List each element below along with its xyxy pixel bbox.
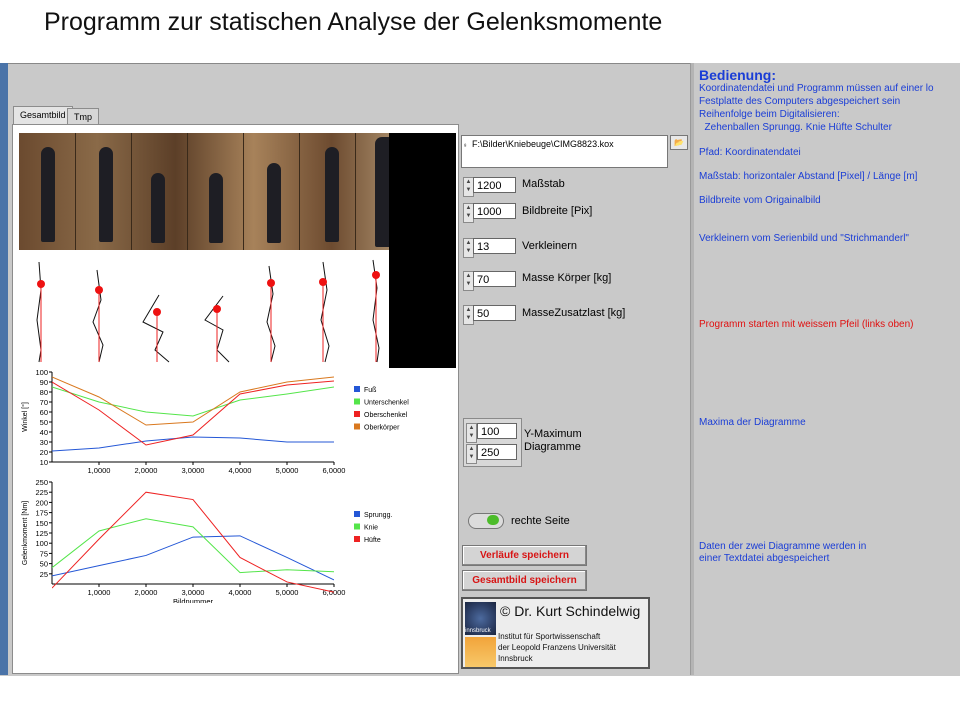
x-tick-label: 1,0000 (87, 588, 111, 597)
y-axis-label: Gelenkmoment [Nm] (22, 500, 29, 566)
help-line: Koordinatendatei und Programm müssen auf einer lo (699, 83, 934, 94)
legend-label: Unterschenkel (364, 399, 409, 407)
y-tick-label: 100 (35, 539, 48, 549)
institute-line-1: Institut für Sportwissenschaft (498, 632, 601, 641)
image-width-field[interactable]: 1000 (473, 203, 516, 219)
series-line (52, 492, 334, 592)
y-tick-label: 150 (35, 518, 48, 528)
extra-mass-label: MasseZusatzlast [kg] (522, 307, 626, 319)
x-tick-label: 4,0000 (228, 466, 252, 475)
reduce-label: Verkleinern (522, 240, 578, 252)
help-heading: Bedienung: (699, 67, 776, 83)
y-tick-label: 200 (35, 498, 48, 508)
series-line (52, 437, 334, 451)
extra-mass-field[interactable]: 50 (473, 305, 516, 321)
series-line (52, 387, 334, 416)
series-line (52, 536, 334, 580)
legend-label: Knie (364, 524, 379, 532)
body-mass-field[interactable]: 70 (473, 271, 516, 287)
reduce-field[interactable]: 13 (473, 238, 516, 254)
spinner-extra-mass[interactable]: ▲ ▼ (463, 305, 474, 325)
x-tick-label: 6,0000 (322, 466, 346, 475)
legend-label: Hüfte (364, 537, 381, 544)
y-tick-label: 25 (39, 569, 48, 579)
help-line: Maßstab: horizontaler Abstand [Pixel] / Länge [m] (699, 171, 918, 182)
x-tick-label: 2,0000 (134, 588, 158, 597)
legend-label: Sprungg. (364, 512, 393, 519)
path-input[interactable] (461, 135, 668, 168)
path-text: F:\Bilder\Kniebeuge\CIMG8823.kox (472, 139, 614, 149)
ymax-angle-field[interactable]: 100 (477, 423, 517, 439)
x-tick-label: 2,0000 (134, 466, 158, 475)
moment-chart (19, 478, 449, 603)
legend-swatch (354, 386, 360, 392)
x-axis-label: Bildnummer (172, 597, 214, 603)
x-tick-label: 5,0000 (275, 588, 299, 597)
y-tick-label: 40 (39, 428, 48, 437)
help-line: Pfad: Koordinatendatei (699, 147, 801, 158)
legend-swatch (354, 411, 360, 417)
legend-label: Fuß (364, 387, 377, 394)
toggle-knob (487, 515, 499, 525)
x-tick-label: 1,0000 (87, 466, 111, 475)
y-tick-label: 75 (39, 549, 48, 559)
y-axis-label: Winkel [°] (22, 402, 29, 432)
y-tick-label: 70 (39, 398, 48, 407)
help-line: Verkleinern vom Serienbild und "Strichmanderl" (699, 233, 909, 244)
angle-chart (19, 368, 449, 478)
help-line: Bildbreite vom Origainalbild (699, 195, 821, 206)
legend-swatch (354, 424, 360, 430)
scale-field[interactable]: 1200 (473, 177, 516, 193)
side-toggle-label: rechte Seite (511, 515, 570, 527)
scale-label: Maßstab (522, 178, 565, 190)
folder-open-icon[interactable]: 📂 (670, 135, 688, 150)
y-tick-label: 50 (39, 418, 48, 427)
ymax-moment-field[interactable]: 250 (477, 444, 517, 460)
window-edge (0, 63, 8, 675)
image-width-label: Bildbreite [Pix] (522, 205, 593, 217)
x-tick-label: 3,0000 (181, 588, 205, 597)
ymax-label: Y-Maximum (524, 428, 582, 440)
y-tick-label: 50 (39, 559, 48, 569)
y-tick-label: 60 (39, 408, 48, 417)
ymax-label-2: Diagramme (524, 441, 581, 453)
spinner-ymax-moment[interactable]: ▲ ▼ (466, 444, 477, 464)
help-line: Reihenfolge beim Digitalisieren: (699, 109, 840, 120)
y-tick-label: 10 (39, 458, 48, 467)
legend-swatch (354, 536, 360, 542)
tab-tmp[interactable]: Tmp (67, 108, 99, 126)
help-line: Zehenballen Sprungg. Knie Hüfte Schulter (699, 122, 892, 133)
institute-line-3: Innsbruck (498, 654, 533, 663)
series-line (52, 381, 334, 445)
logo-caption: innsbruck (465, 628, 491, 634)
y-tick-label: 125 (35, 529, 48, 538)
legend-label: Oberschenkel (364, 412, 408, 419)
help-line: Maxima der Diagramme (699, 417, 806, 428)
y-tick-label: 250 (35, 478, 48, 487)
spinner-ymax-angle[interactable]: ▲ ▼ (466, 423, 477, 443)
y-tick-label: 100 (35, 368, 48, 377)
help-panel (694, 63, 960, 675)
legend-label: Oberkörper (364, 424, 400, 432)
legend-swatch (354, 399, 360, 405)
legend-swatch (354, 511, 360, 517)
slide-title: Programm zur statischen Analyse der Gelenksmomente (44, 8, 663, 36)
x-tick-label: 3,0000 (181, 466, 205, 475)
university-logo-icon (465, 637, 496, 667)
y-tick-label: 175 (35, 508, 48, 518)
path-type-icon: ⁸ (464, 144, 467, 150)
legend-swatch (354, 524, 360, 530)
spinner-image-width[interactable]: ▲ ▼ (463, 203, 474, 223)
stick-figures (19, 250, 389, 368)
institute-line-2: der Leopold Franzens Universität (498, 643, 616, 652)
y-tick-label: 80 (39, 388, 48, 397)
help-line: einer Textdatei abgespeichert (699, 553, 830, 564)
spinner-body-mass[interactable]: ▲ ▼ (463, 271, 474, 291)
series-line (52, 519, 334, 573)
spinner-reduce[interactable]: ▲ ▼ (463, 238, 474, 258)
x-tick-label: 4,0000 (228, 588, 252, 597)
y-tick-label: 90 (39, 378, 48, 387)
x-tick-label: 6,0000 (322, 588, 346, 597)
image-background (389, 133, 456, 368)
save-curves-button[interactable]: Verläufe speichern (462, 545, 587, 566)
save-image-button[interactable]: Gesamtbild speichern (462, 570, 587, 591)
help-line: Daten der zwei Diagramme werden in (699, 541, 867, 552)
tab-gesamtbild[interactable]: Gesamtbild (13, 106, 73, 126)
spinner-scale[interactable]: ▲ ▼ (463, 177, 474, 197)
series-image (19, 133, 410, 250)
author-name: © Dr. Kurt Schindelwig (500, 603, 641, 619)
body-mass-label: Masse Körper [kg] (522, 272, 612, 284)
help-line-start: Programm starten mit weissem Pfeil (links oben) (699, 319, 914, 330)
help-line: Festplatte des Computers abgespeichert sein (699, 96, 901, 107)
y-tick-label: 20 (39, 448, 48, 457)
y-tick-label: 30 (39, 438, 48, 447)
y-tick-label: 225 (35, 488, 48, 498)
x-tick-label: 5,0000 (275, 466, 299, 475)
